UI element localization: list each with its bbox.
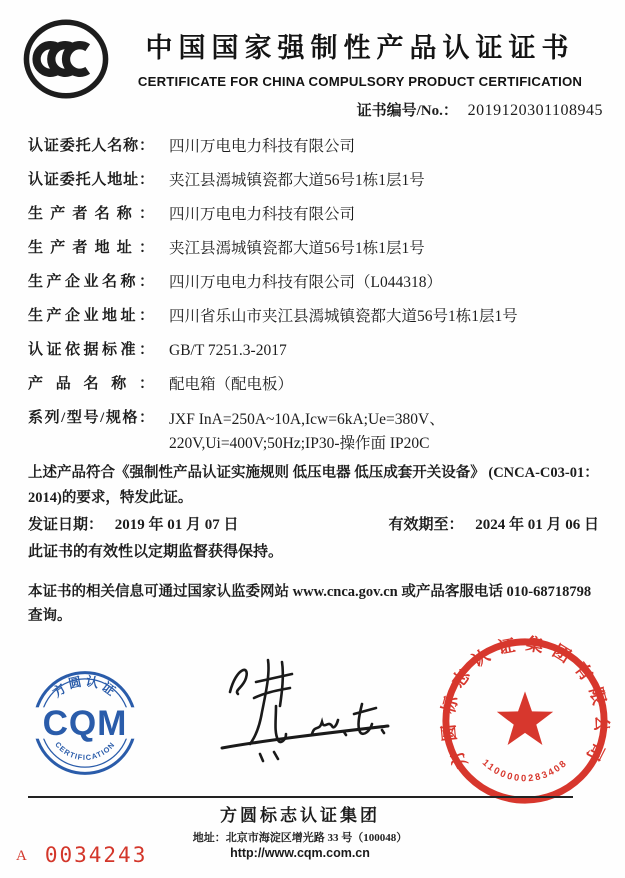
footer-company-name: 方圆标志认证集团 [220, 806, 380, 825]
field-label: 认证委托人地址： [28, 172, 154, 188]
svg-text:CERTIFICATION [53, 740, 117, 762]
footer-address: 地址：北京市海淀区增光路 33 号（100048） [192, 832, 408, 844]
field-value: 四川万电电力科技有限公司（L044318） [169, 274, 442, 291]
valid-until-value: 2024 年 01 月 06 日 [475, 517, 599, 533]
certificate-number-value: 2019120301108945 [467, 102, 603, 119]
cqm-letters: CQM [42, 703, 128, 743]
signature [216, 648, 398, 790]
field-value: 配电箱（配电板） [169, 376, 294, 393]
issue-date-label: 发证日期： [28, 517, 104, 533]
ccc-mark-icon [20, 14, 112, 104]
certificate-fields [28, 136, 603, 469]
serial-number: 0034243 [44, 843, 148, 867]
field-value: 四川万电电力科技有限公司 [169, 138, 356, 155]
footer-divider [28, 796, 573, 798]
seal-ring-text: 方圆标志认证集团有限公司 [438, 634, 612, 772]
field-value: GB/T 7251.3-2017 [169, 342, 287, 359]
field-row-applicant-name [28, 136, 603, 158]
certificate-number [357, 99, 603, 120]
field-row-model-spec [28, 408, 603, 456]
field-row-applicant-address [28, 170, 603, 192]
field-row-standard [28, 340, 603, 362]
info-note: 本证书的相关信息可通过国家认监委网站 www.cnca.gov.cn 或产品客服电话 010-68718798 查询。 [28, 584, 592, 624]
field-value: 夹江县漹城镇瓷都大道56号1栋1层1号 [169, 172, 425, 189]
validity-note: 此证书的有效性以定期监督获得保持。 [28, 544, 284, 560]
field-label: 生产者名称： [28, 206, 154, 222]
seal-serial-text: 1100000283408 [480, 756, 570, 784]
field-label: 认证委托人名称： [28, 138, 154, 154]
seal-star-icon [497, 691, 553, 745]
field-row-product-name [28, 374, 603, 396]
field-value: JXF InA=250A~10A,Icw=6kA;Ue=380V、220V,Ui=400V;50Hz;IP30-操作面 IP20C [169, 411, 445, 452]
valid-until [388, 513, 599, 534]
svg-text:1100000283408 [481, 757, 570, 784]
field-row-factory-address [28, 306, 603, 328]
field-label: 系列/型号/规格： [28, 410, 154, 426]
document-serial [16, 843, 147, 867]
footer-website: http://www.cqm.com.cn [230, 846, 370, 860]
cqm-bottom-arc-text: CERTIFICATION [53, 739, 117, 763]
issue-date [28, 513, 239, 534]
field-label: 产品名称： [28, 376, 154, 392]
field-label: 生产者地址： [28, 240, 154, 256]
field-label: 生产企业地址： [28, 308, 154, 324]
issue-date-value: 2019 年 01 月 07 日 [114, 517, 239, 533]
field-label: 生产企业名称： [28, 274, 154, 290]
certificate-title-en: CERTIFICATE FOR CHINA COMPULSORY PRODUCT CERTIFICATION [137, 74, 583, 89]
certificate-title-cn: 中国国家强制性产品认证证书 [145, 33, 575, 63]
svg-text:方圆认证 [49, 673, 120, 700]
field-value: 夹江县漹城镇瓷都大道56号1栋1层1号 [169, 240, 425, 257]
dates-row [28, 513, 599, 534]
company-seal-stamp [436, 632, 614, 810]
cqm-top-arc-text: 方圆认证 [50, 674, 120, 701]
header [112, 26, 608, 89]
serial-prefix: A [16, 848, 27, 864]
cqm-logo [28, 666, 142, 780]
certificate-number-label: 证书编号/No.： [356, 103, 458, 119]
field-row-producer-name [28, 204, 603, 226]
field-row-factory-name [28, 272, 603, 294]
field-label: 认证依据标准： [28, 342, 154, 358]
compliance-statement: 上述产品符合《强制性产品认证实施规则 低压电器 低压成套开关设备》 (CNCA-C03-01：2014)的要求，特发此证。 [28, 465, 599, 506]
field-value: 四川省乐山市夹江县漹城镇瓷都大道56号1栋1层1号 [169, 308, 518, 325]
field-value: 四川万电电力科技有限公司 [169, 206, 356, 223]
field-row-producer-address [28, 238, 603, 260]
valid-until-label: 有效期至： [388, 517, 464, 533]
